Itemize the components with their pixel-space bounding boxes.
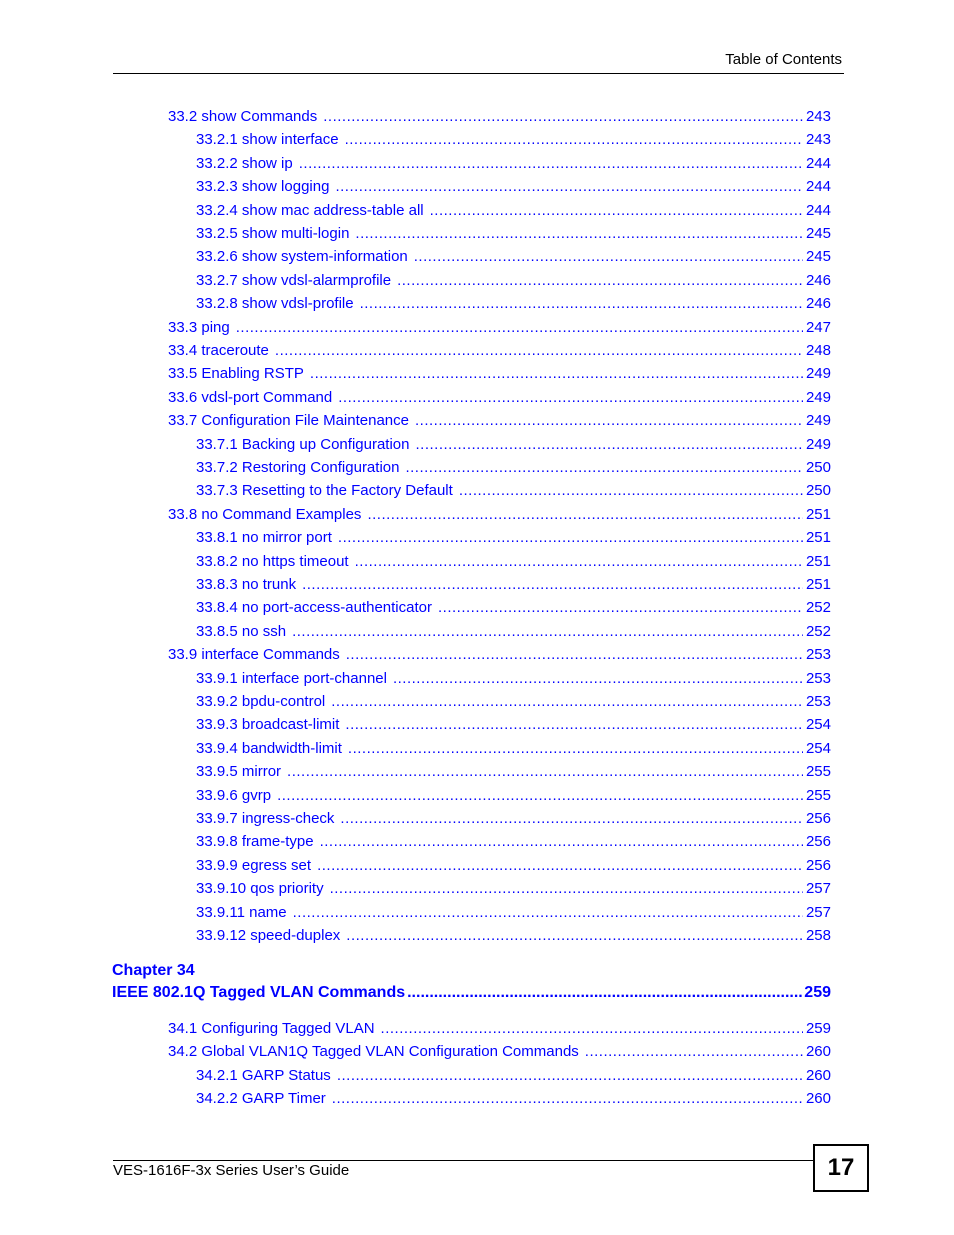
toc-entry-page: 256 bbox=[805, 810, 831, 827]
toc-entry-page: 250 bbox=[805, 459, 831, 476]
toc-entry-page: 256 bbox=[805, 833, 831, 851]
toc-entry-title: 33.2.5 show multi-login bbox=[196, 225, 350, 242]
dot-leader bbox=[345, 715, 803, 735]
toc-entry[interactable] bbox=[168, 341, 831, 361]
dot-leader bbox=[355, 552, 803, 572]
toc-entry-page: 252 bbox=[805, 599, 831, 617]
toc-entry-title: 33.5 Enabling RSTP bbox=[168, 365, 304, 383]
toc-entry-page: 245 bbox=[805, 248, 831, 266]
toc-entry[interactable] bbox=[196, 224, 831, 244]
dot-leader bbox=[355, 224, 803, 244]
toc-entry-page: 257 bbox=[805, 903, 831, 921]
footer-divider bbox=[113, 1160, 813, 1161]
toc-entry[interactable] bbox=[196, 575, 831, 595]
toc-entry-page: 255 bbox=[805, 763, 831, 781]
toc-entry[interactable] bbox=[196, 154, 831, 174]
toc-entry-page: 257 bbox=[805, 880, 831, 898]
toc-entry-page: 243 bbox=[805, 108, 831, 125]
toc-entry-page: 244 bbox=[805, 154, 831, 172]
toc-entry-title: 33.7.1 Backing up Configuration bbox=[196, 435, 410, 453]
toc-entry-page: 260 bbox=[805, 1090, 831, 1108]
dot-leader bbox=[340, 809, 803, 829]
toc-entry-page: 253 bbox=[805, 646, 831, 664]
page-number-box bbox=[813, 1144, 869, 1192]
dot-leader bbox=[332, 1089, 803, 1109]
dot-leader bbox=[459, 481, 803, 501]
toc-entry-title: 33.7.3 Resetting to the Factory Default bbox=[196, 482, 453, 500]
chapter-label[interactable]: Chapter 34 bbox=[112, 962, 195, 979]
dot-leader bbox=[345, 130, 803, 150]
dot-leader bbox=[292, 622, 803, 642]
toc-entry-title: 33.9.11 name bbox=[196, 903, 287, 921]
toc-entry-page: 248 bbox=[805, 342, 831, 359]
toc-entry-page: 247 bbox=[805, 318, 831, 336]
dot-leader bbox=[405, 458, 803, 478]
toc-entry[interactable] bbox=[168, 388, 831, 408]
toc-entry[interactable] bbox=[196, 622, 831, 642]
toc-entry-title: 33.2.1 show interface bbox=[196, 131, 339, 149]
toc-entry-title: 33.2.8 show vdsl-profile bbox=[196, 295, 354, 313]
toc-entry-title: 33.8.4 no port-access-authenticator bbox=[196, 599, 432, 617]
toc-entry-title: 33.8.2 no https timeout bbox=[196, 552, 349, 570]
dot-leader bbox=[414, 247, 803, 267]
toc-entry-page: 254 bbox=[805, 739, 831, 757]
toc-entry-page: 260 bbox=[805, 1043, 831, 1061]
dot-leader bbox=[430, 201, 803, 221]
dot-leader bbox=[320, 832, 803, 852]
toc-entry-title: 33.8.3 no trunk bbox=[196, 576, 297, 593]
toc-entry-title: 34.2 Global VLAN1Q Tagged VLAN Configuration Commands bbox=[168, 1043, 579, 1061]
dot-leader bbox=[299, 154, 803, 174]
toc-entry-page: 250 bbox=[805, 482, 831, 500]
toc-entry[interactable] bbox=[196, 926, 831, 946]
dot-leader bbox=[397, 271, 803, 291]
dot-leader bbox=[360, 294, 803, 314]
dot-leader bbox=[415, 411, 803, 431]
toc-entry-title: 33.9.5 mirror bbox=[196, 763, 282, 781]
toc-entry-page: 254 bbox=[805, 716, 831, 734]
dot-leader bbox=[346, 645, 803, 665]
toc-entry-title: 33.9.6 gvrp bbox=[196, 786, 272, 804]
toc-entry-title: 33.9.2 bpdu-control bbox=[196, 693, 326, 710]
toc-entry-title: 33.9.9 egress set bbox=[196, 856, 312, 874]
toc-entry-page: 251 bbox=[805, 552, 831, 570]
toc-entry[interactable] bbox=[196, 809, 831, 829]
dot-leader bbox=[302, 575, 803, 595]
toc-entry-title: 33.2.4 show mac address-table all bbox=[196, 201, 424, 219]
dot-leader bbox=[415, 435, 802, 455]
toc-entry[interactable] bbox=[168, 1019, 831, 1039]
dot-leader bbox=[585, 1042, 803, 1062]
toc-entry-title: 33.2.2 show ip bbox=[196, 154, 293, 172]
toc-entry[interactable] bbox=[196, 271, 831, 291]
toc-entry-title: 33.9.10 qos priority bbox=[196, 880, 324, 898]
toc-entry-title: 33.9.3 broadcast-limit bbox=[196, 716, 340, 734]
footer-guide-title: VES-1616F-3x Series User’s Guide bbox=[113, 1162, 350, 1179]
toc-entry-title: 33.7 Configuration File Maintenance bbox=[168, 412, 409, 430]
toc-entry-title: 33.3 ping bbox=[168, 318, 230, 336]
dot-leader bbox=[330, 879, 803, 899]
toc-entry-title: 33.8.1 no mirror port bbox=[196, 529, 332, 547]
toc-entry[interactable] bbox=[196, 458, 831, 478]
toc-entry-page: 249 bbox=[805, 435, 831, 453]
toc-entry-title: 33.4 traceroute bbox=[168, 342, 269, 359]
toc-entry-title: 33.2.6 show system-information bbox=[196, 248, 408, 266]
toc-entry-title: 34.2.2 GARP Timer bbox=[196, 1090, 326, 1108]
toc-entry-title: 33.8.5 no ssh bbox=[196, 622, 287, 640]
toc-entry-title: 33.2 show Commands bbox=[168, 108, 318, 125]
dot-leader bbox=[338, 528, 803, 548]
toc-entry[interactable] bbox=[196, 247, 831, 267]
dot-leader bbox=[393, 669, 803, 689]
toc-entry-page: 245 bbox=[805, 225, 831, 242]
dot-leader bbox=[331, 692, 803, 712]
dot-leader bbox=[310, 364, 803, 384]
dot-leader bbox=[346, 926, 803, 946]
dot-leader bbox=[287, 762, 803, 782]
toc-entry-page: 244 bbox=[805, 201, 831, 219]
toc-entry[interactable] bbox=[196, 762, 831, 782]
toc-entry-title: 33.9.12 speed-duplex bbox=[196, 927, 341, 944]
toc-entry[interactable] bbox=[196, 201, 831, 221]
toc-entry[interactable] bbox=[168, 505, 831, 525]
chapter-page-number: 259 bbox=[804, 984, 831, 1001]
toc-entry-page: 253 bbox=[805, 693, 831, 710]
toc-entry[interactable] bbox=[196, 832, 831, 852]
toc-entry[interactable] bbox=[196, 598, 831, 618]
dot-leader bbox=[407, 982, 802, 1003]
toc-entry[interactable] bbox=[196, 528, 831, 548]
toc-entry-title: 33.2.7 show vdsl-alarmprofile bbox=[196, 271, 392, 289]
toc-entry[interactable] bbox=[196, 903, 831, 923]
toc-entry-title: 33.7.2 Restoring Configuration bbox=[196, 459, 400, 476]
toc-entry-title: 33.9 interface Commands bbox=[168, 646, 340, 664]
toc-entry-page: 246 bbox=[805, 271, 831, 289]
toc-entry[interactable] bbox=[196, 294, 831, 314]
dot-leader bbox=[381, 1019, 803, 1039]
toc-entry[interactable] bbox=[196, 1089, 831, 1109]
dot-leader bbox=[323, 107, 803, 127]
toc-entry-page: 243 bbox=[805, 131, 831, 149]
toc-entry[interactable] bbox=[168, 645, 831, 665]
toc-entry-page: 249 bbox=[805, 388, 831, 406]
toc-entry-page: 256 bbox=[805, 856, 831, 874]
chapter-title: IEEE 802.1Q Tagged VLAN Commands bbox=[112, 984, 406, 1001]
dot-leader bbox=[338, 388, 803, 408]
header-divider bbox=[113, 73, 844, 74]
toc-entry-title: 33.8 no Command Examples bbox=[168, 505, 362, 523]
toc-entry-page: 253 bbox=[805, 669, 831, 687]
dot-leader bbox=[348, 739, 803, 759]
toc-entry[interactable] bbox=[196, 552, 831, 572]
toc-entry-page: 251 bbox=[805, 505, 831, 523]
toc-entry[interactable] bbox=[168, 318, 831, 338]
toc-entry[interactable] bbox=[196, 692, 831, 712]
dot-leader bbox=[236, 318, 803, 338]
toc-entry[interactable] bbox=[196, 481, 831, 501]
toc-entry-title: 33.9.4 bandwidth-limit bbox=[196, 739, 342, 757]
dot-leader bbox=[293, 903, 803, 923]
toc-entry[interactable] bbox=[196, 435, 831, 455]
toc-entry[interactable] bbox=[168, 364, 831, 384]
running-header-title: Table of Contents bbox=[725, 51, 842, 68]
toc-entry[interactable] bbox=[196, 1066, 831, 1086]
dot-leader bbox=[277, 786, 803, 806]
toc-entry[interactable] bbox=[196, 879, 831, 899]
toc-entry-title: 33.9.8 frame-type bbox=[196, 833, 314, 851]
toc-entry-page: 244 bbox=[805, 178, 831, 196]
toc-entry[interactable] bbox=[196, 856, 831, 876]
toc-entry-page: 255 bbox=[805, 786, 831, 804]
dot-leader bbox=[337, 1066, 803, 1086]
dot-leader bbox=[335, 177, 803, 197]
toc-entry[interactable] bbox=[196, 130, 831, 150]
toc-entry-title: 33.2.3 show logging bbox=[196, 178, 330, 196]
dot-leader bbox=[317, 856, 803, 876]
toc-entry-page: 249 bbox=[805, 412, 831, 430]
toc-entry-title: 33.9.7 ingress-check bbox=[196, 810, 335, 827]
toc-entry-page: 258 bbox=[805, 927, 831, 944]
toc-entry[interactable] bbox=[196, 177, 831, 197]
toc-entry[interactable] bbox=[168, 411, 831, 431]
toc-entry-page: 252 bbox=[805, 622, 831, 640]
chapter-title-link[interactable] bbox=[112, 982, 831, 1003]
toc-entry-page: 251 bbox=[805, 529, 831, 547]
toc-entry-title: 33.9.1 interface port-channel bbox=[196, 669, 387, 687]
toc-entry-page: 260 bbox=[805, 1066, 831, 1084]
toc-entry-title: 34.2.1 GARP Status bbox=[196, 1066, 331, 1084]
dot-leader bbox=[438, 598, 803, 618]
dot-leader bbox=[275, 341, 803, 361]
toc-entry[interactable] bbox=[196, 739, 831, 759]
toc-entry-title: 34.1 Configuring Tagged VLAN bbox=[168, 1020, 375, 1037]
page-number: 17 bbox=[827, 1154, 855, 1181]
toc-entry[interactable] bbox=[196, 715, 831, 735]
dot-leader bbox=[367, 505, 803, 525]
toc-entry[interactable] bbox=[168, 1042, 831, 1062]
toc-entry[interactable] bbox=[196, 786, 831, 806]
toc-entry-title: 33.6 vdsl-port Command bbox=[168, 388, 333, 406]
toc-entry-page: 246 bbox=[805, 295, 831, 313]
toc-entry-page: 259 bbox=[805, 1020, 831, 1037]
toc-entry[interactable] bbox=[168, 107, 831, 127]
toc-entry[interactable] bbox=[196, 669, 831, 689]
toc-entry-page: 249 bbox=[805, 365, 831, 383]
toc-entry-page: 251 bbox=[805, 576, 831, 593]
